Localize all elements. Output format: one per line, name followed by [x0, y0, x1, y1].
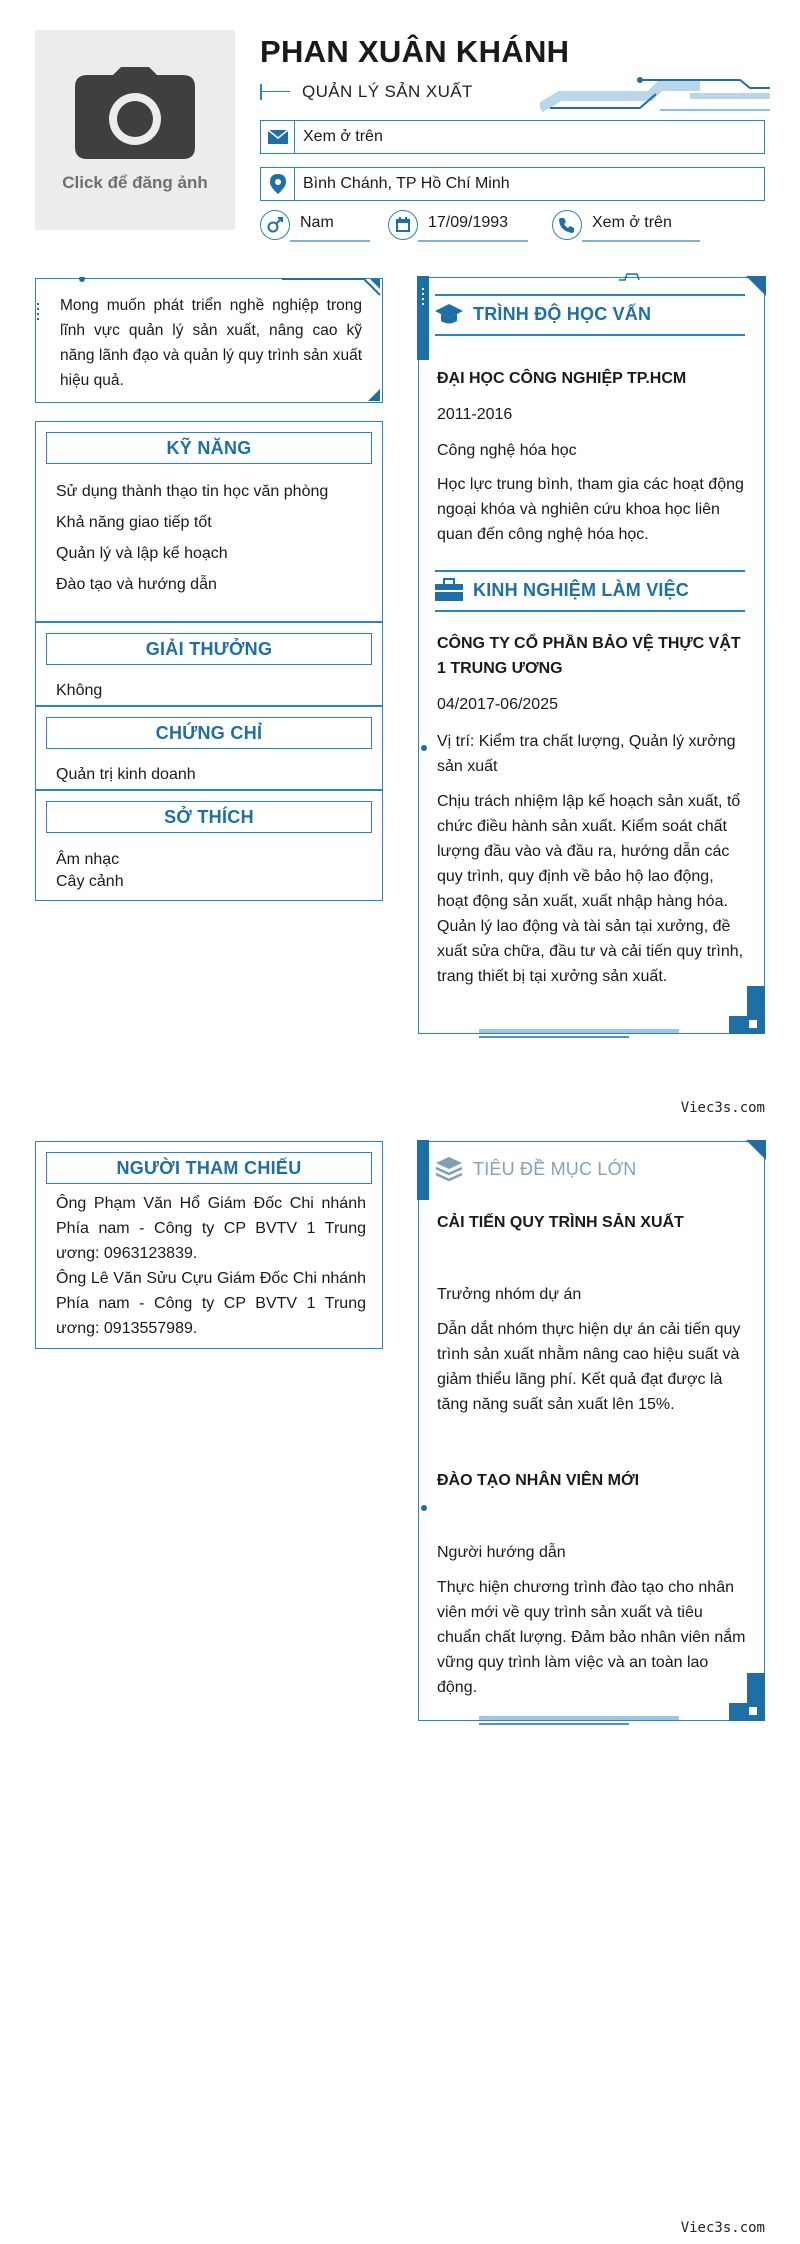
title-tick-decoration — [260, 84, 290, 100]
email-value: Xem ở trên — [303, 128, 383, 145]
skills-section — [35, 421, 383, 622]
panel-top-notch-decoration — [619, 272, 719, 282]
address-value: Bình Chánh, TP Hồ Chí Minh — [303, 175, 510, 192]
project-description: Thực hiện chương trình đào tạo cho nhân viên mới về quy trình sản xuất và tiêu chuẩn chất lượng. Đảm bảo nhân viên nắm vững quy trình làm việc và an toàn lao động. — [437, 1579, 746, 1696]
project-name: CẢI TIẾN QUY TRÌNH SẢN XUẤT — [437, 1214, 684, 1231]
timeline-dot — [419, 743, 429, 753]
skill-item: Sử dụng thành thạo tin học văn phòng — [56, 483, 329, 500]
award-item: Không — [56, 682, 103, 699]
gender-underline — [290, 240, 370, 242]
panel-left-bar-decoration — [417, 276, 437, 360]
phone-icon — [552, 210, 582, 240]
reference-item: Ông Lê Văn Sửu Cựu Giám Đốc Chi nhánh Phía nam - Công ty CP BVTV 1 Trung ương: 0913557989. — [56, 1270, 366, 1337]
skills-title: KỸ NĂNG — [46, 432, 372, 464]
section-rule — [435, 610, 745, 612]
panel-bottom-corner-decoration — [709, 1673, 765, 1721]
experience-role: Vị trí: Kiểm tra chất lượng, Quản lý xưởng sản xuất — [437, 733, 736, 775]
projects-heading — [435, 1156, 636, 1182]
section-rule — [435, 294, 745, 296]
experience-heading — [435, 578, 689, 602]
career-objective — [35, 278, 383, 403]
project-name: ĐÀO TẠO NHÂN VIÊN MỚI — [437, 1472, 640, 1489]
header-decoration — [540, 72, 770, 112]
panel-corner-decoration — [742, 276, 766, 300]
education-experience-panel — [418, 277, 765, 1034]
hobbies-section — [35, 790, 383, 901]
panel-corner-decoration — [742, 1140, 766, 1164]
watermark: Viec3s.com — [680, 1100, 765, 1116]
address-field — [260, 167, 765, 201]
panel-bottom-band-decoration — [479, 1029, 699, 1039]
panel-left-bar-decoration — [417, 1140, 437, 1200]
photo-placeholder[interactable] — [35, 30, 235, 230]
hobbies-title: SỞ THÍCH — [46, 801, 372, 833]
objective-frame-decoration — [34, 277, 382, 402]
project-description: Dẫn dắt nhóm thực hiện dự án cải tiến quy trình sản xuất nhằm nâng cao hiệu suất và giảm thiểu lãng phí. Kết quả đạt được là tăng năng suất sản xuất lên 15%. — [437, 1321, 741, 1413]
candidate-name: PHAN XUÂN KHÁNH — [260, 34, 570, 69]
experience-period: 04/2017-06/2025 — [437, 696, 558, 713]
education-heading — [435, 302, 651, 326]
section-rule — [435, 334, 745, 336]
timeline-dot — [419, 1503, 429, 1513]
job-title: QUẢN LÝ SẢN XUẤT — [302, 82, 473, 101]
birthday-field — [388, 210, 508, 240]
projects-title: TIÊU ĐỀ MỤC LỚN — [473, 1158, 637, 1179]
project-role: Trưởng nhóm dự án — [437, 1286, 582, 1303]
calendar-icon — [388, 210, 418, 240]
briefcase-icon — [435, 578, 463, 602]
reference-item: Ông Phạm Văn Hổ Giám Đốc Chi nhánh Phía nam - Công ty CP BVTV 1 Trung ương: 0963123839. — [56, 1195, 366, 1262]
photo-caption: Click để đăng ảnh — [62, 173, 208, 192]
gender-value: Nam — [300, 214, 334, 231]
awards-title: GIẢI THƯỞNG — [46, 633, 372, 665]
references-section — [35, 1141, 383, 1349]
education-school: ĐẠI HỌC CÔNG NGHIỆP TP.HCM — [437, 370, 687, 387]
skill-item: Đào tạo và hướng dẫn — [56, 576, 217, 593]
hobby-item: Âm nhạc — [56, 851, 120, 868]
experience-description: Chịu trách nhiệm lập kế hoạch sản xuất, tổ chức điều hành sản xuất. Kiểm soát chất lượng đầu vào và đầu ra, hướng dẫn các quy trình, quy định về bảo hộ lao động, hoạt động sản xuất, xuất nhập hàng hóa. Quản lý lao động và tài sản tại xưởng, đề xuất sửa chữa, đầu tư và cải tiến quy trình, trang thiết bị tại xưởng sản xuất. — [437, 793, 744, 985]
skill-item: Khả năng giao tiếp tốt — [56, 514, 212, 531]
education-title: TRÌNH ĐỘ HỌC VẤN — [473, 303, 652, 324]
phone-underline — [582, 240, 700, 242]
career-objective-text: Mong muốn phát triển nghề nghiệp trong lĩnh vực quản lý sản xuất, nâng cao kỹ năng lãnh đạo và quản lý quy trình sản xuất hiệu quả. — [60, 297, 362, 389]
phone-field — [552, 210, 672, 240]
certificates-section — [35, 706, 383, 790]
birthday-value: 17/09/1993 — [428, 214, 509, 231]
education-description: Học lực trung bình, tham gia các hoạt động ngoại khóa và nghiên cứu khoa học liên quan đến công nghệ hóa học. — [437, 476, 744, 543]
gender-icon — [260, 210, 290, 240]
graduation-cap-icon — [435, 302, 463, 326]
project-role: Người hướng dẫn — [437, 1544, 566, 1561]
skill-item: Quản lý và lập kế hoạch — [56, 545, 228, 562]
education-period: 2011-2016 — [437, 406, 513, 423]
hobby-item: Cây cảnh — [56, 873, 124, 890]
birthday-underline — [418, 240, 528, 242]
references-title: NGƯỜI THAM CHIẾU — [46, 1152, 372, 1184]
section-rule — [435, 570, 745, 572]
job-title-row — [260, 82, 473, 102]
awards-section — [35, 622, 383, 706]
experience-company: CÔNG TY CỔ PHẦN BẢO VỆ THỰC VẬT 1 TRUNG ƯƠNG — [437, 635, 741, 677]
panel-bottom-corner-decoration — [709, 986, 765, 1034]
panel-bottom-band-decoration — [479, 1716, 699, 1726]
certificate-item: Quản trị kinh doanh — [56, 766, 196, 783]
location-pin-icon — [261, 168, 295, 200]
projects-panel — [418, 1141, 765, 1721]
experience-title: KINH NGHIỆM LÀM VIỆC — [473, 579, 690, 600]
certificates-title: CHỨNG CHỈ — [46, 717, 372, 749]
camera-icon — [75, 67, 195, 159]
phone-value: Xem ở trên — [592, 214, 672, 231]
watermark: Viec3s.com — [680, 2220, 765, 2236]
gender-field — [260, 210, 334, 240]
education-major: Công nghệ hóa học — [437, 442, 577, 459]
layers-icon — [435, 1156, 463, 1182]
mail-icon — [261, 121, 295, 153]
email-field — [260, 120, 765, 154]
